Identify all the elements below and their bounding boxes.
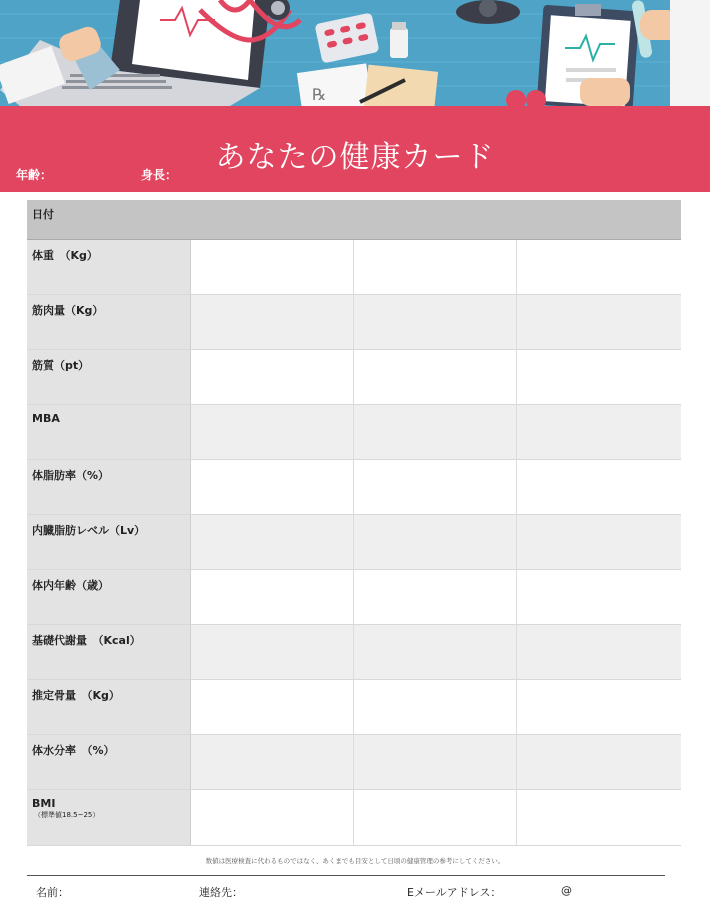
entry-cell[interactable] <box>191 405 354 459</box>
entry-cell[interactable] <box>191 790 354 845</box>
row-label: 内臓脂肪レベル（Lv） <box>32 524 146 537</box>
disclaimer-text: 数値は医療検査に代わるものではなく、あくまでも目安として日頃の健康管理の参考にしてください。 <box>205 857 505 865</box>
table-row <box>27 735 681 790</box>
row-label: 推定骨量 （Kg） <box>32 689 120 702</box>
row-label: 体内年齢（歳） <box>32 579 109 592</box>
table-row <box>27 570 681 625</box>
row-label-cell <box>27 790 191 845</box>
row-label-cell <box>27 240 191 294</box>
row-label-cell <box>27 735 191 789</box>
entry-cell[interactable] <box>191 460 354 514</box>
entry-cell[interactable] <box>517 405 681 459</box>
table-row <box>27 790 681 846</box>
page-title: あなたの健康カード <box>215 140 495 175</box>
entry-cell[interactable] <box>191 515 354 569</box>
entry-cell[interactable] <box>354 570 517 624</box>
entry-cell[interactable] <box>517 240 681 294</box>
row-label: 体重 （Kg） <box>32 249 98 262</box>
entry-cell[interactable] <box>354 240 517 294</box>
table-row <box>27 460 681 515</box>
entry-cell[interactable] <box>354 680 517 734</box>
table-row <box>27 350 681 405</box>
entry-cell[interactable] <box>191 295 354 349</box>
row-label: 筋肉量（Kg） <box>32 304 104 317</box>
row-label-cell <box>27 460 191 514</box>
entry-cell[interactable] <box>517 515 681 569</box>
entry-cell[interactable] <box>354 460 517 514</box>
entry-cell[interactable] <box>354 790 517 845</box>
row-label: MBA <box>32 412 60 425</box>
date-label: 日付 <box>32 208 54 221</box>
entry-cell[interactable] <box>354 625 517 679</box>
entry-cell[interactable] <box>517 735 681 789</box>
age-label: 年齢： <box>16 168 53 182</box>
email-label: Eメールアドレス： <box>407 886 502 899</box>
height-label: 身長： <box>141 168 178 182</box>
health-record-table <box>27 200 681 846</box>
row-label-cell <box>27 625 191 679</box>
row-label: 基礎代謝量 （Kcal） <box>32 634 141 647</box>
entry-cell[interactable] <box>191 735 354 789</box>
medical-desk-illustration <box>0 0 710 106</box>
entry-cell[interactable] <box>354 515 517 569</box>
entry-cell[interactable] <box>517 570 681 624</box>
svg-text:℞: ℞ <box>312 85 327 104</box>
title-band <box>0 106 710 192</box>
entry-cell[interactable] <box>354 405 517 459</box>
entry-cell[interactable] <box>354 295 517 349</box>
row-label-cell <box>27 515 191 569</box>
entry-cell[interactable] <box>517 460 681 514</box>
row-label-cell <box>27 680 191 734</box>
date-header-row <box>27 200 681 240</box>
table-row <box>27 405 681 460</box>
row-label: 筋質（pt） <box>32 359 90 372</box>
entry-cell[interactable] <box>354 350 517 404</box>
table-row <box>27 295 681 350</box>
table-row <box>27 680 681 735</box>
entry-cell[interactable] <box>517 295 681 349</box>
table-row <box>27 625 681 680</box>
contact-label: 連絡先： <box>199 886 243 899</box>
row-label: 体脂肪率（%） <box>32 469 110 482</box>
entry-cell[interactable] <box>354 735 517 789</box>
entry-cell[interactable] <box>517 625 681 679</box>
entry-cell[interactable] <box>191 350 354 404</box>
entry-cell[interactable] <box>517 680 681 734</box>
row-label: BMI <box>32 797 56 810</box>
header-illustration <box>0 0 710 106</box>
row-label-cell <box>27 570 191 624</box>
row-label-cell <box>27 350 191 404</box>
email-at-sign: @ <box>561 884 572 897</box>
row-label: 体水分率 （%） <box>32 744 115 757</box>
footer-divider <box>27 875 665 876</box>
row-sublabel: （標準値18.5~25） <box>34 811 100 819</box>
row-label-cell <box>27 295 191 349</box>
table-row <box>27 240 681 295</box>
entry-cell[interactable] <box>191 240 354 294</box>
entry-cell[interactable] <box>191 570 354 624</box>
entry-cell[interactable] <box>517 350 681 404</box>
row-label-cell <box>27 405 191 459</box>
entry-cell[interactable] <box>191 625 354 679</box>
table-row <box>27 515 681 570</box>
name-label: 名前： <box>36 886 69 899</box>
entry-cell[interactable] <box>191 680 354 734</box>
medicine-bottle-icon <box>390 22 408 58</box>
entry-cell[interactable] <box>517 790 681 845</box>
